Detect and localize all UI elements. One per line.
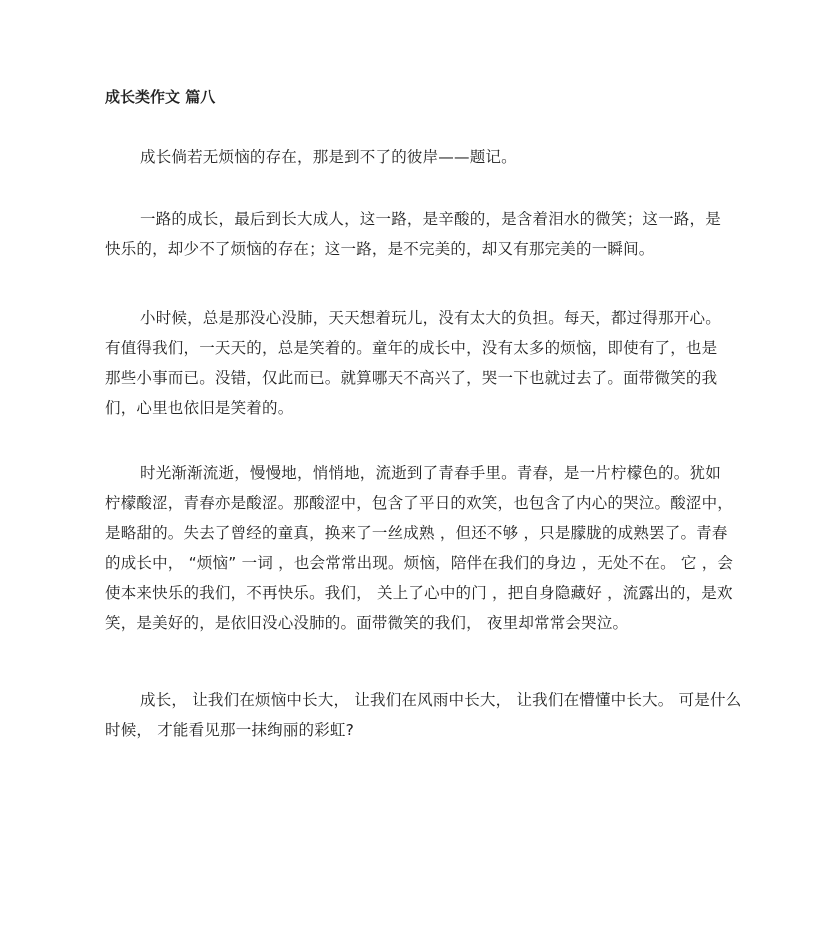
paragraph-line: 时光渐渐流逝，慢慢地，悄悄地，流逝到了青春手里。青春，是一片柠檬色的。犹如: [140, 464, 721, 482]
paragraph-line: 一路的成长，最后到长大成人，这一路，是辛酸的，是含着泪水的微笑；这一路，是: [140, 210, 721, 228]
paragraph: [105, 685, 742, 745]
paragraph-line: 成长， 让我们在烦恼中长大， 让我们在风雨中长大， 让我们在懵懂中长大。 可是什么: [140, 691, 742, 709]
paragraph-line: 快乐的，却少不了烦恼的存在；这一路，是不完美的，却又有那完美的一瞬间。: [105, 240, 655, 258]
paragraph-line: 成长倘若无烦恼的存在，那是到不了的彼岸——题记。: [140, 148, 517, 166]
paragraph-line: 时候， 才能看见那一抹绚丽的彩虹?: [105, 721, 355, 739]
paragraph-line: 小时候，总是那没心没肺，天天想着玩儿，没有太大的负担。每天，都过得那开心。: [140, 309, 721, 327]
paragraph-line: 柠檬酸涩，青春亦是酸涩。那酸涩中，包含了平日的欢笑，也包含了内心的哭泣。酸涩中，: [105, 494, 734, 512]
paragraph: [105, 303, 725, 423]
paragraph-line: 那些小事而已。没错，仅此而已。就算哪天不高兴了，哭一下也就过去了。面带微笑的我: [105, 369, 718, 387]
paragraph: [105, 458, 734, 638]
paragraph-line: 是略甜的。失去了曾经的童真，换来了一丝成熟 ，但还不够 ，只是朦胧的成熟罢了。青春: [105, 524, 728, 542]
paragraph-line: 的成长中， “烦恼” 一词 ，也会常常出现。烦恼，陪伴在我们的身边 ，无处不在。 它 ，会: [105, 554, 734, 572]
paragraph-line: 们，心里也依旧是笑着的。: [105, 399, 294, 417]
document-title: 成长类作文 篇八: [105, 88, 216, 106]
paragraph-line: 使本来快乐的我们，不再快乐。我们， 关上了心中的门 ，把自身隐藏好 ，流露出的，是欢: [105, 584, 733, 602]
paragraph-epigraph: [105, 142, 725, 172]
paragraph: [105, 204, 725, 264]
paragraph-line: 笑，是美好的，是依旧没心没肺的。面带微笑的我们， 夜里却常常会哭泣。: [105, 614, 629, 632]
paragraph-line: 有值得我们，一天天的，总是笑着的。童年的成长中，没有太多的烦恼，即使有了，也是: [105, 339, 718, 357]
